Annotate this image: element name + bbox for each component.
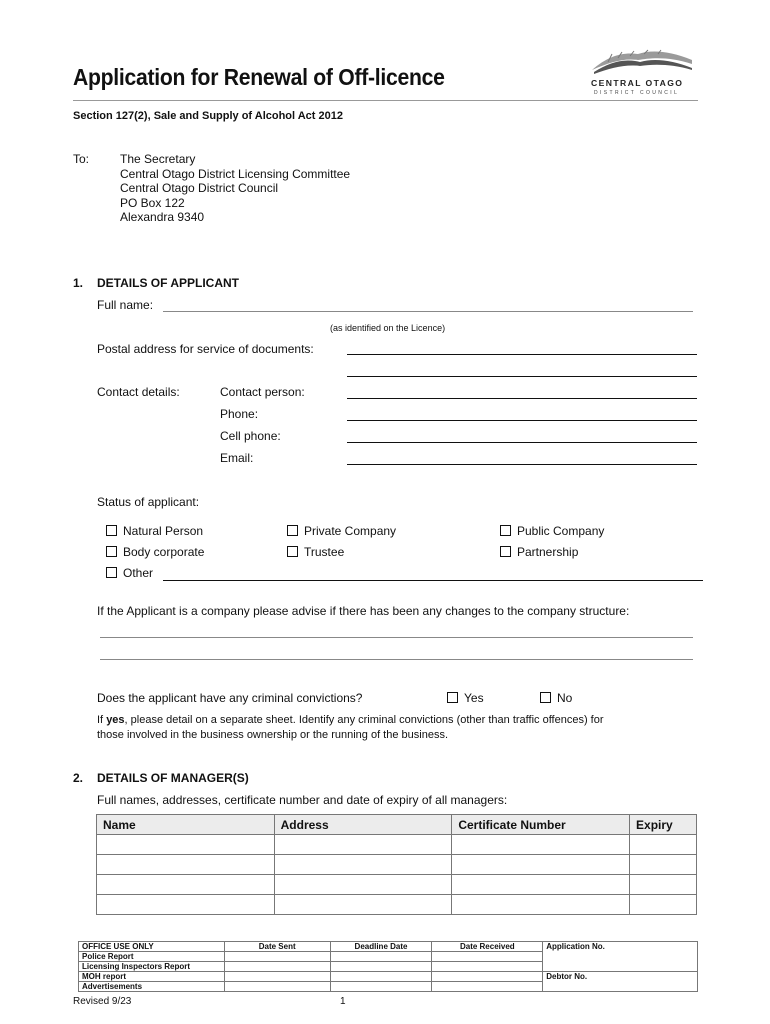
council-logo	[588, 48, 698, 98]
natural-person-label: Natural Person	[123, 524, 204, 538]
phone-label: Phone:	[220, 407, 259, 421]
police-date-sent[interactable]	[224, 952, 330, 962]
col-certificate-header: Certificate Number	[452, 815, 630, 835]
address-line: PO Box 122	[120, 195, 185, 210]
postal-address-field-2[interactable]	[347, 376, 697, 377]
office-use-table	[78, 941, 698, 992]
ads-date-received[interactable]	[432, 982, 543, 992]
address-line: Alexandra 9340	[120, 210, 205, 224]
date-sent-header: Date Sent	[224, 942, 330, 952]
contact-person-label: Contact person:	[220, 385, 305, 399]
application-no-cell[interactable]: Application No.	[543, 942, 698, 972]
manager-address-cell[interactable]	[274, 875, 452, 895]
section1-number: 1.	[73, 276, 84, 290]
col-expiry-header: Expiry	[630, 815, 697, 835]
if-yes-emphasis: yes	[106, 714, 125, 726]
postal-address-field-1[interactable]	[347, 354, 697, 355]
convictions-instructions	[97, 713, 604, 743]
convictions-no-label: No	[557, 691, 573, 705]
ads-deadline[interactable]	[330, 982, 432, 992]
police-deadline[interactable]	[330, 952, 432, 962]
police-report-label: Police Report	[79, 952, 225, 962]
col-address-header: Address	[274, 815, 452, 835]
partnership-checkbox[interactable]	[500, 546, 511, 557]
manager-expiry-cell[interactable]	[630, 895, 697, 915]
manager-expiry-cell[interactable]	[630, 855, 697, 875]
col-name-header: Name	[97, 815, 275, 835]
date-received-header: Date Received	[432, 942, 543, 952]
table-row	[79, 972, 698, 982]
manager-address-cell[interactable]	[274, 895, 452, 915]
office-use-header: OFFICE USE ONLY	[79, 942, 225, 952]
other-checkbox[interactable]	[106, 567, 117, 578]
title-divider	[73, 100, 698, 101]
private-company-checkbox[interactable]	[287, 525, 298, 536]
section2-heading: DETAILS OF MANAGER(S)	[97, 771, 249, 785]
body-corporate-checkbox[interactable]	[106, 546, 117, 557]
trustee-checkbox[interactable]	[287, 546, 298, 557]
address-line: Central Otago District Licensing Committee	[120, 166, 351, 181]
table-row	[97, 895, 697, 915]
managers-header-row	[97, 815, 697, 835]
mountain-logo-icon	[588, 48, 698, 98]
address-block	[120, 152, 350, 225]
email-label: Email:	[220, 451, 254, 465]
police-date-received[interactable]	[432, 952, 543, 962]
status-label: Status of applicant:	[97, 495, 200, 509]
inspectors-date-sent[interactable]	[224, 962, 330, 972]
convictions-yes-checkbox[interactable]	[447, 692, 458, 703]
inspectors-date-received[interactable]	[432, 962, 543, 972]
company-change-field-1[interactable]	[100, 637, 693, 638]
phone-field[interactable]	[347, 420, 697, 421]
other-field[interactable]	[163, 580, 703, 581]
manager-certificate-cell[interactable]	[452, 895, 630, 915]
natural-person-checkbox[interactable]	[106, 525, 117, 536]
address-line: Central Otago District Council	[120, 181, 279, 195]
managers-instruction: Full names, addresses, certificate number and date of expiry of all managers:	[97, 793, 508, 807]
moh-date-sent[interactable]	[224, 972, 330, 982]
cell-phone-field[interactable]	[347, 442, 697, 443]
manager-certificate-cell[interactable]	[452, 835, 630, 855]
manager-address-cell[interactable]	[274, 835, 452, 855]
cell-phone-label: Cell phone:	[220, 429, 281, 443]
act-subtitle: Section 127(2), Sale and Supply of Alcohol Act 2012	[73, 110, 343, 122]
office-header-row	[79, 942, 698, 952]
contact-details-label: Contact details:	[97, 385, 180, 399]
manager-name-cell[interactable]	[97, 895, 275, 915]
convictions-question: Does the applicant have any criminal convictions?	[97, 691, 363, 705]
section1-heading: DETAILS OF APPLICANT	[97, 276, 239, 290]
to-label: To:	[73, 152, 90, 166]
company-change-question: If the Applicant is a company please advise if there has been any changes to the company structure:	[97, 604, 630, 618]
logo-line1: CENTRAL OTAGO	[591, 78, 684, 88]
manager-address-cell[interactable]	[274, 855, 452, 875]
moh-deadline[interactable]	[330, 972, 432, 982]
table-row	[97, 855, 697, 875]
deadline-date-header: Deadline Date	[330, 942, 432, 952]
public-company-label: Public Company	[517, 524, 605, 538]
manager-name-cell[interactable]	[97, 855, 275, 875]
manager-expiry-cell[interactable]	[630, 875, 697, 895]
address-line: The Secretary	[120, 152, 196, 166]
manager-certificate-cell[interactable]	[452, 875, 630, 895]
page-title: Application for Renewal of Off-licence	[73, 64, 445, 90]
table-row	[97, 875, 697, 895]
convictions-yes-label: Yes	[464, 691, 484, 705]
if-yes-text-2: those involved in the business ownership or the running of the business.	[97, 729, 448, 741]
if-prefix: If	[97, 714, 104, 726]
convictions-no-checkbox[interactable]	[540, 692, 551, 703]
contact-person-field[interactable]	[347, 398, 697, 399]
inspectors-report-label: Licensing Inspectors Report	[79, 962, 225, 972]
other-label: Other	[123, 566, 154, 580]
full-name-field[interactable]	[163, 311, 693, 312]
advertisements-label: Advertisements	[79, 982, 225, 992]
manager-name-cell[interactable]	[97, 875, 275, 895]
managers-table	[96, 814, 697, 915]
postal-address-label: Postal address for service of documents:	[97, 342, 314, 356]
logo-line2: DISTRICT COUNCIL	[594, 90, 680, 96]
private-company-label: Private Company	[304, 524, 397, 538]
debtor-no-cell[interactable]: Debtor No.	[543, 972, 698, 992]
moh-report-label: MOH report	[79, 972, 225, 982]
identified-note: (as identified on the Licence)	[330, 323, 446, 333]
manager-certificate-cell[interactable]	[452, 855, 630, 875]
if-yes-text-1: , please detail on a separate sheet. Identify any criminal convictions (other than traffic offences) for	[124, 714, 604, 726]
trustee-label: Trustee	[304, 545, 345, 559]
ads-date-sent[interactable]	[224, 982, 330, 992]
email-field[interactable]	[347, 464, 697, 465]
section2-number: 2.	[73, 771, 84, 785]
partnership-label: Partnership	[517, 545, 579, 559]
company-change-field-2[interactable]	[100, 659, 693, 660]
body-corporate-label: Body corporate	[123, 545, 205, 559]
manager-expiry-cell[interactable]	[630, 835, 697, 855]
moh-date-received[interactable]	[432, 972, 543, 982]
public-company-checkbox[interactable]	[500, 525, 511, 536]
inspectors-deadline[interactable]	[330, 962, 432, 972]
table-row	[97, 835, 697, 855]
full-name-label: Full name:	[97, 298, 154, 312]
page-number: 1	[340, 996, 346, 1007]
revised-date: Revised 9/23	[73, 996, 132, 1007]
manager-name-cell[interactable]	[97, 835, 275, 855]
